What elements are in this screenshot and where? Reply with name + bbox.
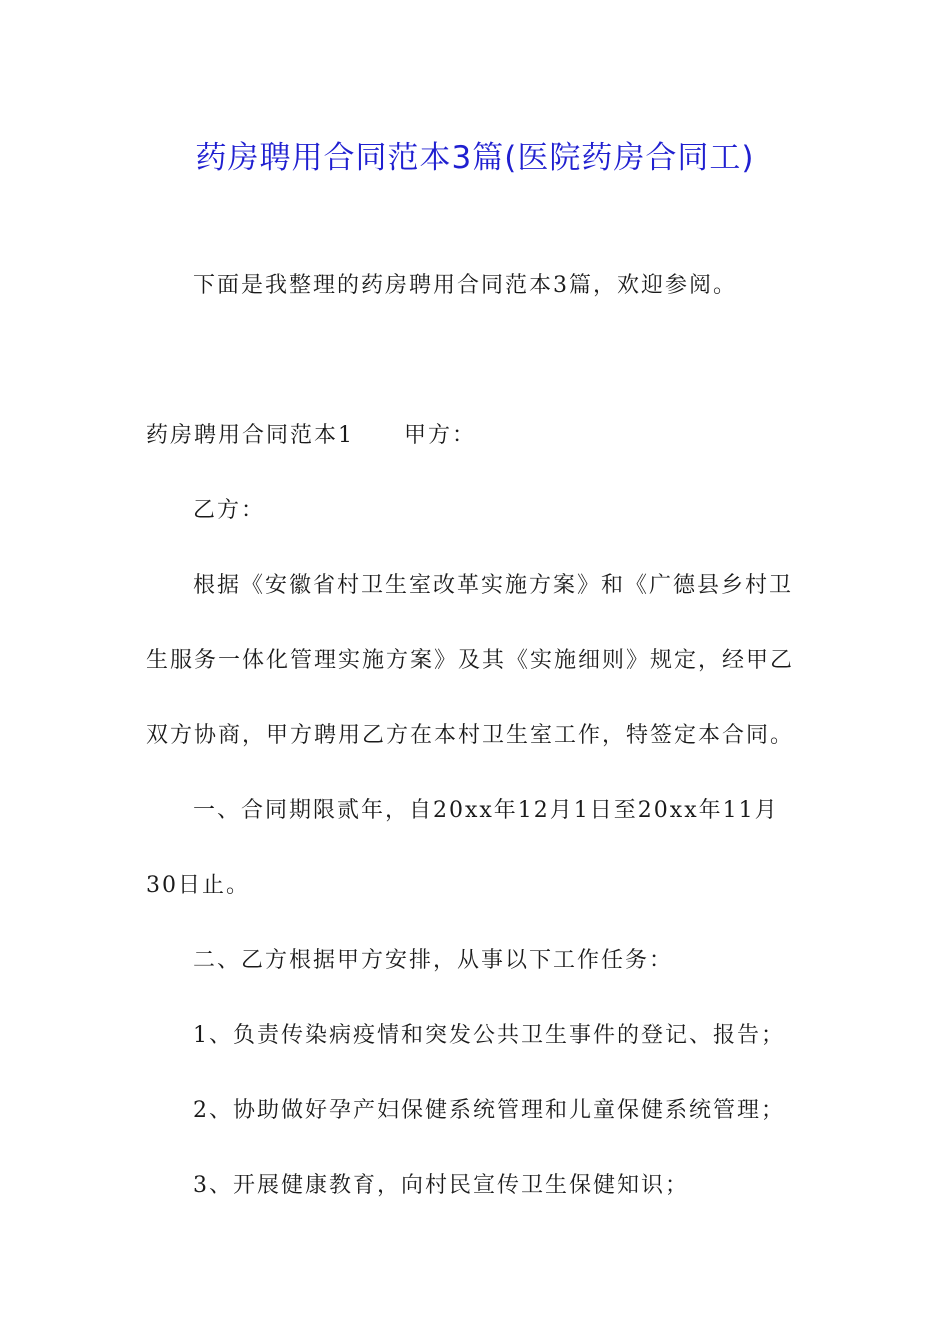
basis-paragraph-line-1: 根据《安徽省村卫生室改革实施方案》和《广德县乡村卫 bbox=[193, 573, 794, 598]
document-title: 药房聘用合同范本3篇(医院药房合同工) bbox=[195, 140, 755, 176]
party-b-label: 乙方： bbox=[193, 498, 266, 523]
intro-paragraph: 下面是我整理的药房聘用合同范本3篇，欢迎参阅。 bbox=[193, 273, 737, 298]
section1-heading-line bbox=[146, 421, 806, 451]
section1-heading: 药房聘用合同范本1 bbox=[146, 423, 354, 448]
duty-item-2: 2、协助做好孕产妇保健系统管理和儿童保健系统管理； bbox=[193, 1098, 785, 1123]
duties-heading: 二、乙方根据甲方安排，从事以下工作任务： bbox=[193, 948, 674, 973]
basis-paragraph-line-3: 双方协商，甲方聘用乙方在本村卫生室工作，特签定本合同。 bbox=[146, 723, 795, 748]
party-a-label: 甲方： bbox=[404, 423, 477, 448]
basis-paragraph-line-2: 生服务一体化管理实施方案》及其《实施细则》规定，经甲乙 bbox=[146, 648, 795, 673]
term-paragraph-line-2: 30日止。 bbox=[146, 873, 250, 898]
duty-item-3: 3、开展健康教育，向村民宣传卫生保健知识； bbox=[193, 1173, 689, 1198]
term-paragraph-line-1: 一、合同期限贰年，自20xx年12月1日至20xx年11月 bbox=[193, 798, 779, 823]
duty-item-1: 1、负责传染病疫情和突发公共卫生事件的登记、报告； bbox=[193, 1023, 785, 1048]
